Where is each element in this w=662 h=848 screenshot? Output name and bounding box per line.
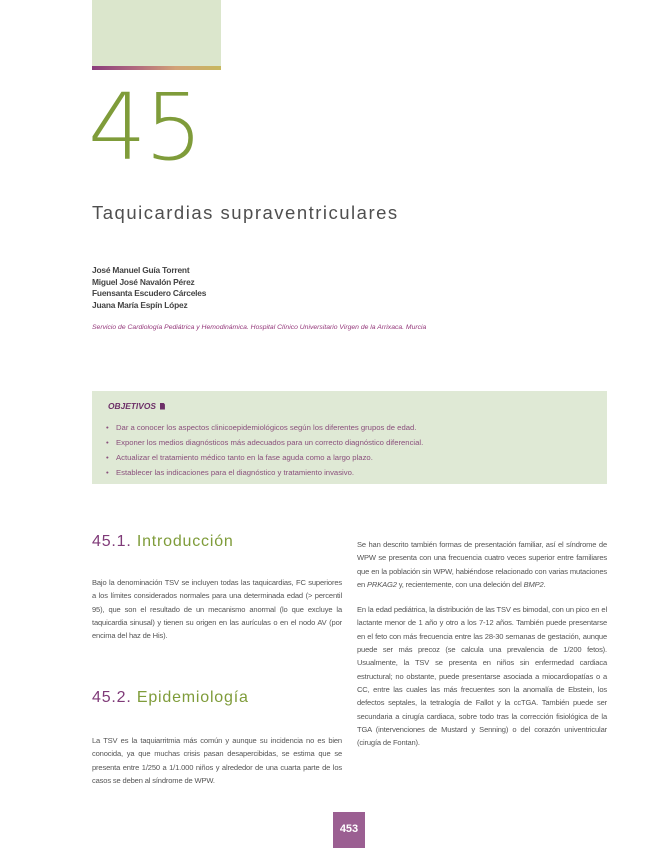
section-title: Introducción bbox=[136, 533, 234, 550]
list-item bbox=[106, 465, 423, 480]
objectives-box bbox=[92, 391, 607, 484]
objectives-title: OBJETIVOS bbox=[108, 401, 156, 411]
paragraph bbox=[357, 538, 607, 591]
author-list bbox=[92, 265, 206, 311]
chapter-title: Taquicardias supraventriculares bbox=[92, 202, 399, 223]
section-heading-epidemiologia bbox=[92, 689, 249, 707]
section-heading-introduccion bbox=[92, 533, 234, 551]
objective-text: Exponer los medios diagnósticos más adecuados para un correcto diagnóstico diferencial. bbox=[116, 438, 424, 447]
objectives-heading bbox=[108, 401, 165, 411]
text-run: y, recientemente, con una deleción del bbox=[396, 579, 524, 589]
bullet-icon: • bbox=[106, 468, 109, 477]
section-body-introduccion bbox=[92, 576, 342, 642]
bullet-icon: • bbox=[106, 453, 109, 462]
text-run: . bbox=[543, 579, 546, 589]
text-run: Se han descrito también formas de presentación familiar, así el síndrome de WPW se presenta con una frecuencia cuatro veces superior entre familiares que en la población sin WPW, habiéndose relacionado con varias mutaciones en bbox=[357, 540, 607, 589]
list-item bbox=[106, 450, 423, 465]
section-title: Epidemiología bbox=[136, 689, 249, 706]
section-number: 45.1. bbox=[92, 533, 132, 550]
affiliation: Servicio de Cardiología Pediátrica y Hemodinámica. Hospital Clínico Universitario Virgen de la Arrixaca. Murcia bbox=[92, 324, 427, 331]
list-item bbox=[106, 420, 423, 435]
objectives-list bbox=[106, 420, 423, 480]
section-body-epidemiologia bbox=[92, 734, 342, 787]
right-column bbox=[357, 538, 607, 749]
bullet-icon: • bbox=[106, 438, 109, 447]
paragraph: En la edad pediátrica, la distribución de las TSV es bimodal, con un pico en el lactante menor de 1 año y otro a los 7-12 años. También puede presentarse en el feto con más frecuencia entre las 28-30 semanas de gestación, aunque puede ser más precoz (se calcula una prevalencia de 1/200 fetos). Usualmente, la TSV se presenta en niños sin enfermedad cardiaca estructural; no obstante, puede presentarse asociada a miocardiopatías o a CC, entre las cuales las más frecuentes son la anomalía de Ebstein, los defectos septales, la tetralogía de Fallot y la ccTGA. También puede ser secundaria a cirugía cardiaca, sobre todo tras la corrección fisiológica de la TGA (intervenciones de Mustard y Senning) o del corazón univentricular (cirugía de Fontan). bbox=[357, 605, 607, 748]
header-gradient-stripe bbox=[92, 66, 221, 70]
list-item bbox=[106, 435, 423, 450]
objective-text: Dar a conocer los aspectos clinicoepidemiológicos según los diferentes grupos de edad. bbox=[116, 423, 417, 432]
gene-name: BMP2 bbox=[523, 579, 544, 589]
gene-name: PRKAG2 bbox=[367, 579, 397, 589]
author-name: José Manuel Guía Torrent bbox=[92, 265, 190, 275]
page-number-tab bbox=[333, 812, 365, 848]
page-number: 453 bbox=[339, 823, 359, 835]
header-color-block bbox=[92, 0, 221, 67]
paragraph: La TSV es la taquiarritmia más común y aunque su incidencia no es bien conocida, ya que muchas crisis pasan desapercibidas, se estima que se presenta entre 1/250 a 1/1.000 niños y alrededor de una cuarta parte de los casos se deben al síndrome de WPW. bbox=[92, 736, 342, 785]
objective-text: Actualizar el tratamiento médico tanto en la fase aguda como a largo plazo. bbox=[116, 453, 373, 462]
chapter-number: 45 bbox=[88, 74, 202, 181]
bullet-icon: • bbox=[106, 423, 109, 432]
document-icon bbox=[160, 403, 165, 410]
section-number: 45.2. bbox=[92, 689, 132, 706]
author-name: Fuensanta Escudero Cárceles bbox=[92, 288, 207, 299]
paragraph: Bajo la denominación TSV se incluyen todas las taquicardias, FC superiores a los límites considerados normales para una determinada edad (> percentil 95), que son el resultado de un mecanismo anormal (lo que excluye la taquicardia sinusal) y tienen su origen en las aurículas o en el nodo AV (por encima del haz de His). bbox=[92, 578, 342, 641]
author-name: Juana María Espín López bbox=[92, 299, 188, 310]
objective-text: Establecer las indicaciones para el diagnóstico y tratamiento invasivo. bbox=[116, 468, 355, 477]
author-name: Miguel José Navalón Pérez bbox=[92, 276, 195, 287]
